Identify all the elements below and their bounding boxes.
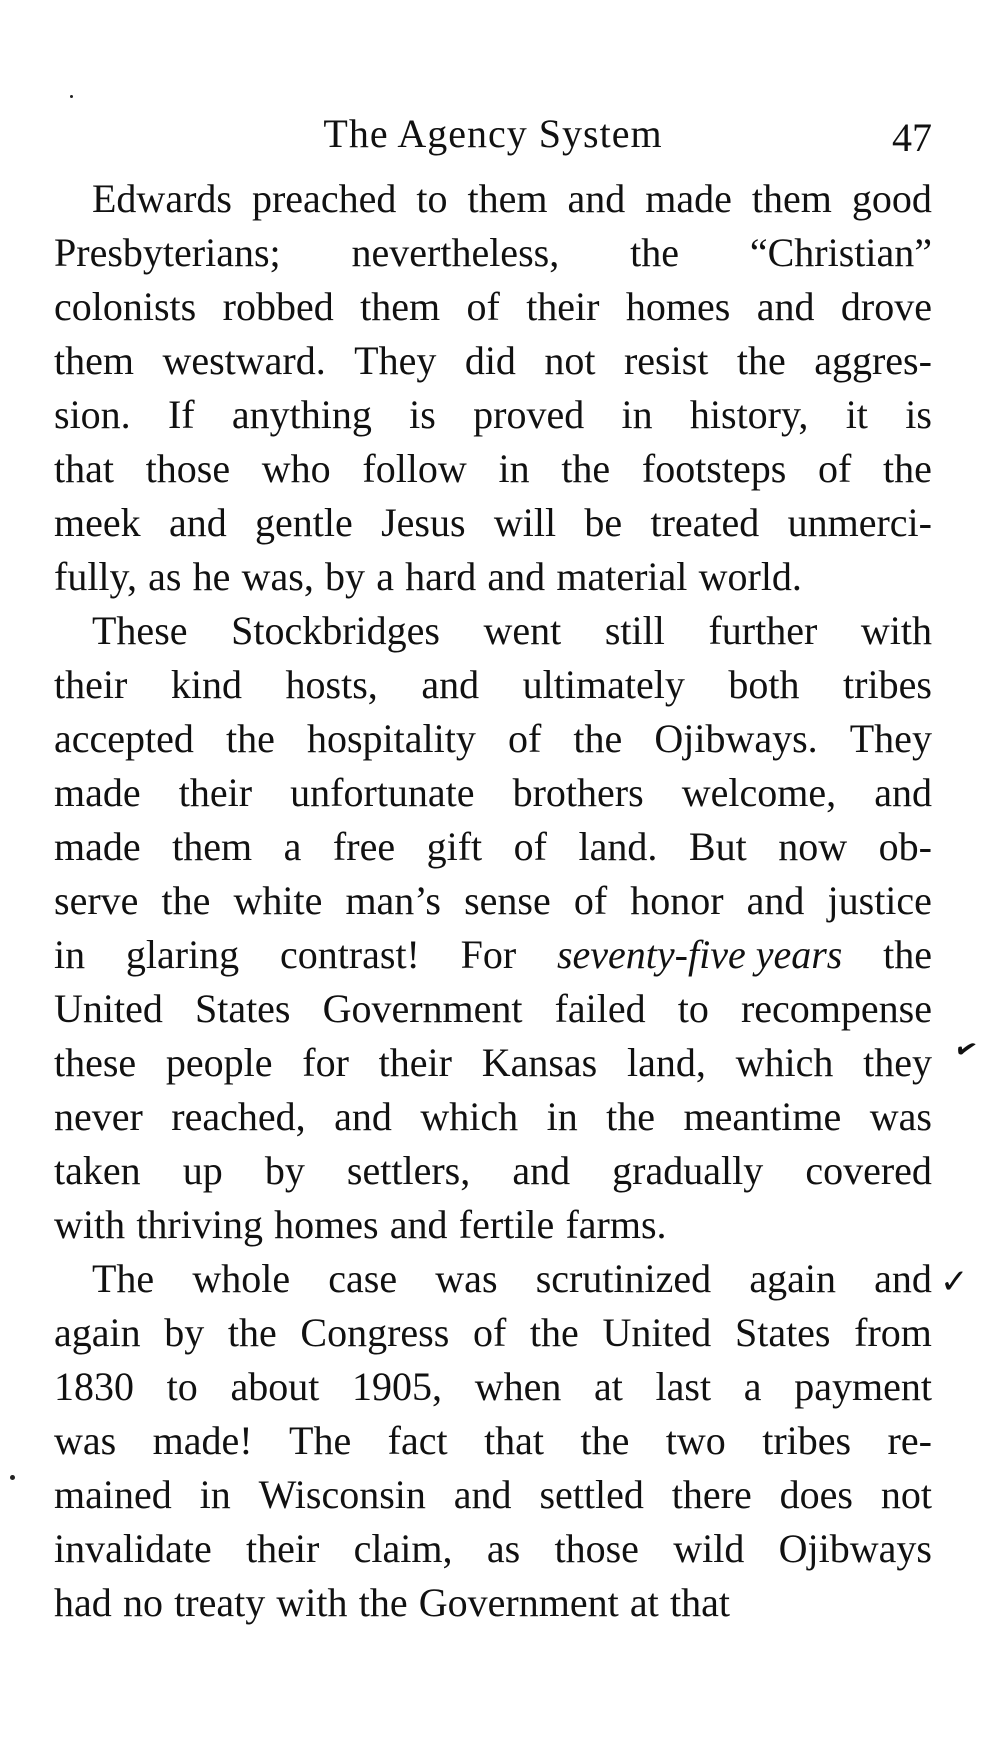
word: States [194, 986, 291, 1031]
word: recompense [740, 986, 932, 1031]
word: is [905, 392, 932, 437]
text-line [54, 172, 932, 226]
word: not [544, 338, 596, 383]
word: failed [554, 986, 646, 1031]
word: the [736, 338, 786, 383]
word: meek [54, 500, 141, 545]
word: he [192, 554, 231, 599]
word: is [409, 392, 436, 437]
word: by [164, 1310, 205, 1355]
word: in [54, 932, 86, 977]
text-line [54, 820, 932, 874]
word: the [161, 878, 211, 923]
word: world. [698, 554, 802, 599]
word: the [883, 932, 932, 977]
word: brothers [512, 770, 644, 815]
word: Government [418, 1580, 619, 1625]
word: sion. [54, 392, 131, 437]
word: not [880, 1472, 932, 1517]
word: and [746, 878, 805, 923]
word: that [54, 446, 114, 491]
page-number: 47 [892, 115, 932, 160]
word: free [332, 824, 396, 869]
body-text [54, 172, 932, 1630]
word: their [378, 1040, 452, 1085]
word: and [421, 662, 480, 707]
word: and [567, 176, 626, 221]
word: mained [54, 1472, 172, 1517]
word: at [629, 1580, 659, 1625]
word: the [580, 1418, 630, 1463]
word: no [122, 1580, 163, 1625]
text-line [54, 334, 932, 388]
word: made! [152, 1418, 253, 1463]
text-line [54, 496, 932, 550]
text-line [54, 1306, 932, 1360]
word: from [854, 1310, 932, 1355]
text-line [54, 226, 932, 280]
word: had [54, 1580, 112, 1625]
word: Stockbridges [231, 608, 440, 653]
word: with [276, 1580, 348, 1625]
word: as [486, 1526, 521, 1571]
word: with [860, 608, 932, 653]
word: at [594, 1364, 623, 1409]
word: gentle [255, 500, 353, 545]
margin-checkmark-icon: ✔ [951, 1032, 981, 1068]
text-line [54, 658, 932, 712]
word: contrast! [279, 932, 420, 977]
word: and [756, 284, 815, 329]
word: which [420, 1094, 519, 1139]
word: in [546, 1094, 578, 1139]
word: to [166, 1364, 198, 1409]
word: never [54, 1094, 143, 1139]
word: These [92, 608, 188, 653]
word: in [199, 1472, 231, 1517]
word: their [54, 662, 128, 707]
word: whole [192, 1256, 291, 1301]
word: the [561, 446, 611, 491]
word: did [464, 338, 516, 383]
word: seventy-five years [556, 932, 843, 977]
word: man’s [345, 878, 441, 923]
word: “Christian” [749, 230, 932, 275]
speck [10, 1475, 15, 1480]
word: hosts, [285, 662, 378, 707]
word: material [556, 554, 688, 599]
text-line [54, 1252, 932, 1306]
word: hard [405, 554, 477, 599]
text-line [54, 874, 932, 928]
word: went [483, 608, 562, 653]
word: nevertheless, [351, 230, 560, 275]
word: But [688, 824, 747, 869]
word: Government [322, 986, 523, 1031]
word: and [512, 1148, 571, 1193]
text-line [54, 1198, 932, 1252]
text-line [54, 1468, 932, 1522]
word: them [172, 824, 253, 869]
word: that [484, 1418, 545, 1463]
word: footsteps [641, 446, 787, 491]
word: If [167, 392, 195, 437]
word: covered [805, 1148, 932, 1193]
paragraph [54, 604, 932, 1252]
word: in [621, 392, 653, 437]
word: and [874, 770, 932, 815]
word: anything [231, 392, 372, 437]
word: Presbyterians; [54, 230, 281, 275]
page-header [54, 104, 932, 164]
word: justice [827, 878, 932, 923]
word: those [554, 1526, 639, 1571]
word: 1905, [352, 1364, 443, 1409]
word: them [54, 338, 134, 383]
word: will [493, 500, 557, 545]
word: farms. [565, 1202, 667, 1247]
word: these [54, 1040, 137, 1085]
word: in [498, 446, 530, 491]
word: fully, [54, 554, 137, 599]
word: gift [426, 824, 483, 869]
word: drove [840, 284, 932, 329]
word: robbed [222, 284, 334, 329]
word: those [145, 446, 231, 491]
word: to [416, 176, 448, 221]
word: the [883, 446, 932, 491]
word: Jesus [381, 500, 466, 545]
word: white [233, 878, 323, 923]
text-line [54, 550, 932, 604]
word: two [665, 1418, 726, 1463]
text-line [54, 604, 932, 658]
word: of [466, 284, 500, 329]
text-line [54, 712, 932, 766]
word: still [604, 608, 665, 653]
word: fertile [458, 1202, 555, 1247]
word: honor [630, 878, 724, 923]
word: a [743, 1364, 762, 1409]
word: the [573, 716, 623, 761]
word: kind [170, 662, 242, 707]
word: and [389, 1202, 448, 1247]
paragraph [54, 172, 932, 604]
word: follow [362, 446, 467, 491]
word: by [264, 1148, 305, 1193]
word: a [283, 824, 302, 869]
word: them [751, 176, 832, 221]
word: colonists [54, 284, 197, 329]
text-line [54, 280, 932, 334]
word: was [869, 1094, 932, 1139]
word: was [54, 1418, 117, 1463]
word: of [472, 1310, 507, 1355]
word: preached [251, 176, 397, 221]
word: States [734, 1310, 831, 1355]
word: both [728, 662, 800, 707]
word: history, [689, 392, 809, 437]
word: thriving [136, 1202, 263, 1247]
word: and [453, 1472, 512, 1517]
word: Ojibways. [654, 716, 818, 761]
word: up [182, 1148, 223, 1193]
text-line [54, 442, 932, 496]
word: United [54, 986, 163, 1031]
word: treaty [174, 1580, 266, 1625]
word: They [849, 716, 932, 761]
word: them [360, 284, 441, 329]
word: of [818, 446, 852, 491]
word: payment [794, 1364, 932, 1409]
word: case [328, 1256, 398, 1301]
word: glaring [125, 932, 240, 977]
word: they [863, 1040, 932, 1085]
text-line [54, 928, 932, 982]
word: was [435, 1256, 498, 1301]
word: as [148, 554, 182, 599]
word: ob- [878, 824, 932, 869]
word: again [749, 1256, 836, 1301]
word: who [261, 446, 331, 491]
word: meantime [683, 1094, 842, 1139]
word: a [376, 554, 394, 599]
word: re- [887, 1418, 932, 1463]
word: and [168, 500, 227, 545]
word: ultimately [522, 662, 685, 707]
word: people [165, 1040, 273, 1085]
word: reached, [171, 1094, 306, 1139]
word: United [602, 1310, 712, 1355]
word: the [358, 1580, 408, 1625]
word: scrutinized [535, 1256, 712, 1301]
word: which [735, 1040, 834, 1085]
word: 1830 [54, 1364, 134, 1409]
word: wild [673, 1526, 745, 1571]
text-line [54, 1144, 932, 1198]
word: of [513, 824, 547, 869]
word: when [474, 1364, 562, 1409]
word: For [460, 932, 517, 977]
word: to [677, 986, 709, 1031]
word: the [227, 1310, 277, 1355]
word: further [708, 608, 818, 653]
word: the [630, 230, 679, 275]
word: the [529, 1310, 579, 1355]
word: again [54, 1310, 141, 1355]
text-line [54, 1576, 932, 1630]
word: Wisconsin [258, 1472, 426, 1517]
word: of [573, 878, 608, 923]
word: Kansas [481, 1040, 598, 1085]
word: sense [464, 878, 551, 923]
word: made [54, 770, 141, 815]
word: there [671, 1472, 752, 1517]
word: fact [387, 1418, 448, 1463]
word: made [54, 824, 141, 869]
word: last [655, 1364, 712, 1409]
margin-checkmark-icon: ✓ [940, 1262, 969, 1302]
word: was, [241, 554, 314, 599]
word: for [302, 1040, 349, 1085]
word: and [874, 1256, 932, 1301]
word: westward. [162, 338, 326, 383]
speck [70, 95, 73, 98]
word: their [178, 770, 253, 815]
word: tribes [762, 1418, 852, 1463]
word: with [54, 1202, 126, 1247]
word: land. [578, 824, 658, 869]
word: resist [623, 338, 709, 383]
word: gradually [612, 1148, 764, 1193]
word: about [230, 1364, 320, 1409]
word: taken [54, 1148, 141, 1193]
word: good [851, 176, 932, 221]
word: made [645, 176, 732, 221]
word: treated [650, 500, 760, 545]
word: Congress [300, 1310, 450, 1355]
word: that [669, 1580, 730, 1625]
word: homes [625, 284, 731, 329]
word: them [467, 176, 548, 221]
word: their [246, 1526, 320, 1571]
word: welcome, [681, 770, 837, 815]
word: unmerci- [787, 500, 932, 545]
word: now [778, 824, 848, 869]
text-line [54, 1414, 932, 1468]
text-line [54, 388, 932, 442]
word: the [225, 716, 275, 761]
word: claim, [353, 1526, 453, 1571]
word: aggres- [814, 338, 932, 383]
word: invalidate [54, 1526, 212, 1571]
word: does [779, 1472, 853, 1517]
word: unfortunate [290, 770, 475, 815]
text-line [54, 1360, 932, 1414]
text-line [54, 766, 932, 820]
word: They [354, 338, 437, 383]
word: proved [473, 392, 585, 437]
word: settlers, [346, 1148, 471, 1193]
word: Ojibways [778, 1526, 932, 1571]
text-line [54, 982, 932, 1036]
word: land, [626, 1040, 706, 1085]
word: tribes [843, 662, 932, 707]
word: settled [539, 1472, 644, 1517]
text-line [54, 1522, 932, 1576]
word: it [845, 392, 868, 437]
word: The [289, 1418, 352, 1463]
word: hospitality [306, 716, 476, 761]
word: and [334, 1094, 392, 1139]
word: and [487, 554, 546, 599]
paragraph [54, 1252, 932, 1630]
text-line [54, 1090, 932, 1144]
word: accepted [54, 716, 194, 761]
word: The [92, 1256, 155, 1301]
word: their [526, 284, 600, 329]
word: by [325, 554, 366, 599]
word: homes [274, 1202, 379, 1247]
running-title: The Agency System [323, 111, 663, 156]
word: be [584, 500, 623, 545]
word: of [507, 716, 542, 761]
word: the [606, 1094, 656, 1139]
word: Edwards [92, 176, 232, 221]
text-line [54, 1036, 932, 1090]
word: serve [54, 878, 139, 923]
